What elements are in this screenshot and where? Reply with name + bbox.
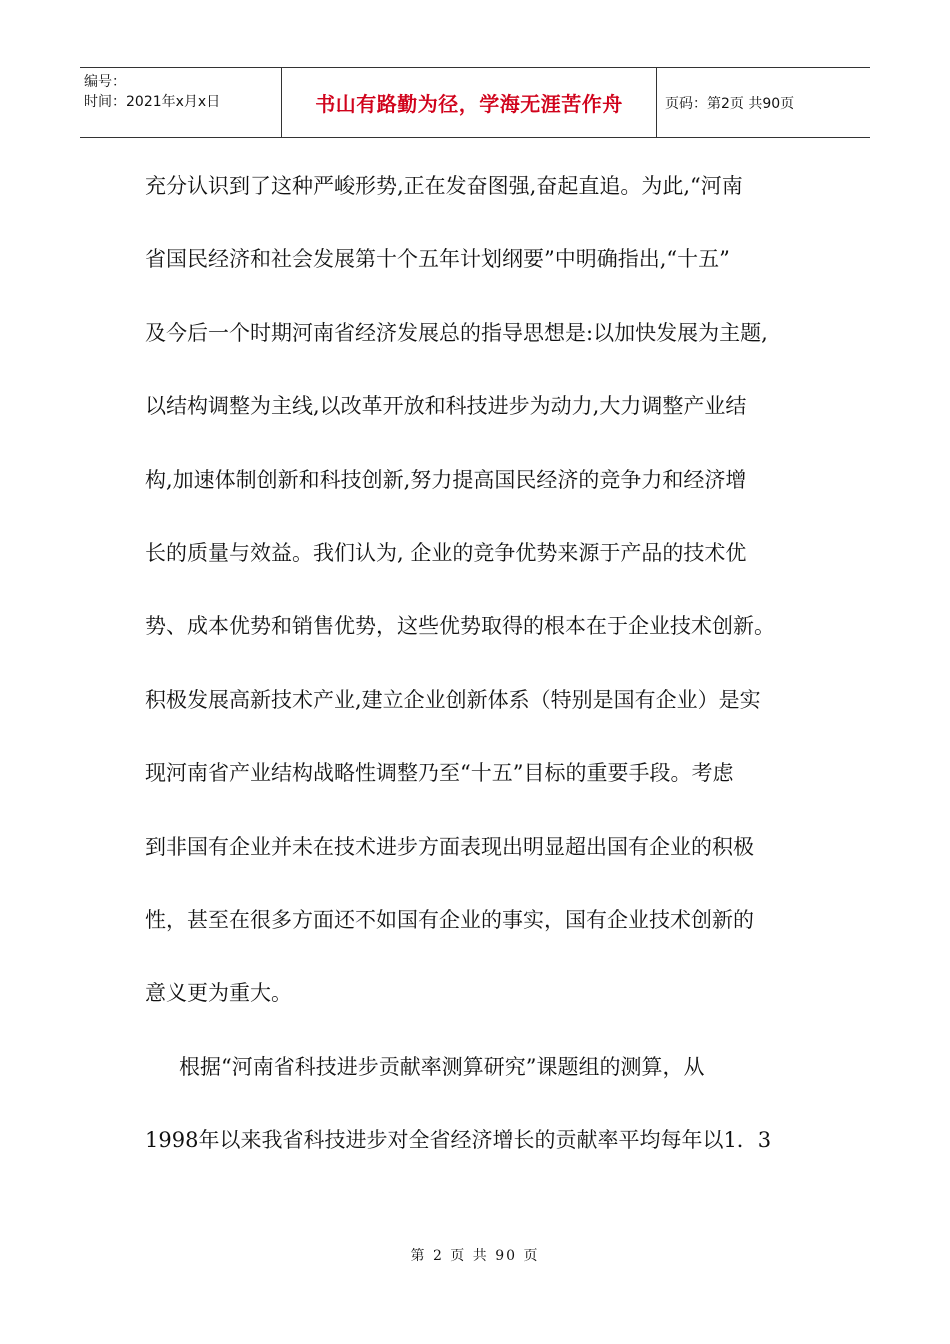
header-page-info: 页码：第2页 共90页 bbox=[665, 95, 795, 112]
body-line: 到非国有企业并未在技术进步方面表现出明显超出国有企业的积极 bbox=[145, 834, 754, 859]
body-line: 积极发展高新技术产业,建立企业创新体系（特别是国有企业）是实 bbox=[145, 687, 761, 712]
body-line: 性，甚至在很多方面还不如国有企业的事实，国有企业技术创新的 bbox=[145, 908, 754, 933]
header-motto: 书山有路勤为径，学海无涯苦作舟 bbox=[282, 68, 657, 137]
document-body bbox=[145, 150, 810, 1178]
body-line: 势、成本优势和销售优势，这些优势取得的根本在于企业技术创新。 bbox=[145, 614, 775, 639]
body-line: 长的质量与效益。我们认为, 企业的竞争优势来源于产品的技术优 bbox=[145, 541, 747, 566]
document-number-label: 编号： bbox=[84, 74, 126, 90]
body-line: 现河南省产业结构战略性调整乃至“十五”目标的重要手段。考虑 bbox=[145, 761, 734, 786]
body-line-paragraph-start: 根据“河南省科技进步贡献率测算研究”课题组的测算，从 bbox=[179, 1054, 705, 1079]
body-line: 充分认识到了这种严峻形势,正在发奋图强,奋起直追。为此,“河南 bbox=[145, 174, 743, 198]
body-line: 构,加速体制创新和科技创新,努力提高国民经济的竞争力和经济增 bbox=[145, 467, 747, 492]
body-line: 1998年以来我省科技进步对全省经济增长的贡献率平均每年以1．3 bbox=[145, 1128, 772, 1153]
body-line: 省国民经济和社会发展第十个五年计划纲要”中明确指出,“十五” bbox=[145, 247, 730, 272]
body-line: 以结构调整为主线,以改革开放和科技进步为动力,大力调整产业结 bbox=[145, 394, 747, 419]
page-footer: 第 2 页 共 90 页 bbox=[410, 1248, 540, 1264]
document-time-label: 时间：2021年x月x日 bbox=[84, 94, 221, 110]
header-meta bbox=[80, 68, 282, 137]
page-header bbox=[80, 67, 870, 138]
body-line: 及今后一个时期河南省经济发展总的指导思想是:以加快发展为主题, bbox=[145, 320, 768, 345]
body-line: 意义更为重大。 bbox=[145, 981, 292, 1006]
